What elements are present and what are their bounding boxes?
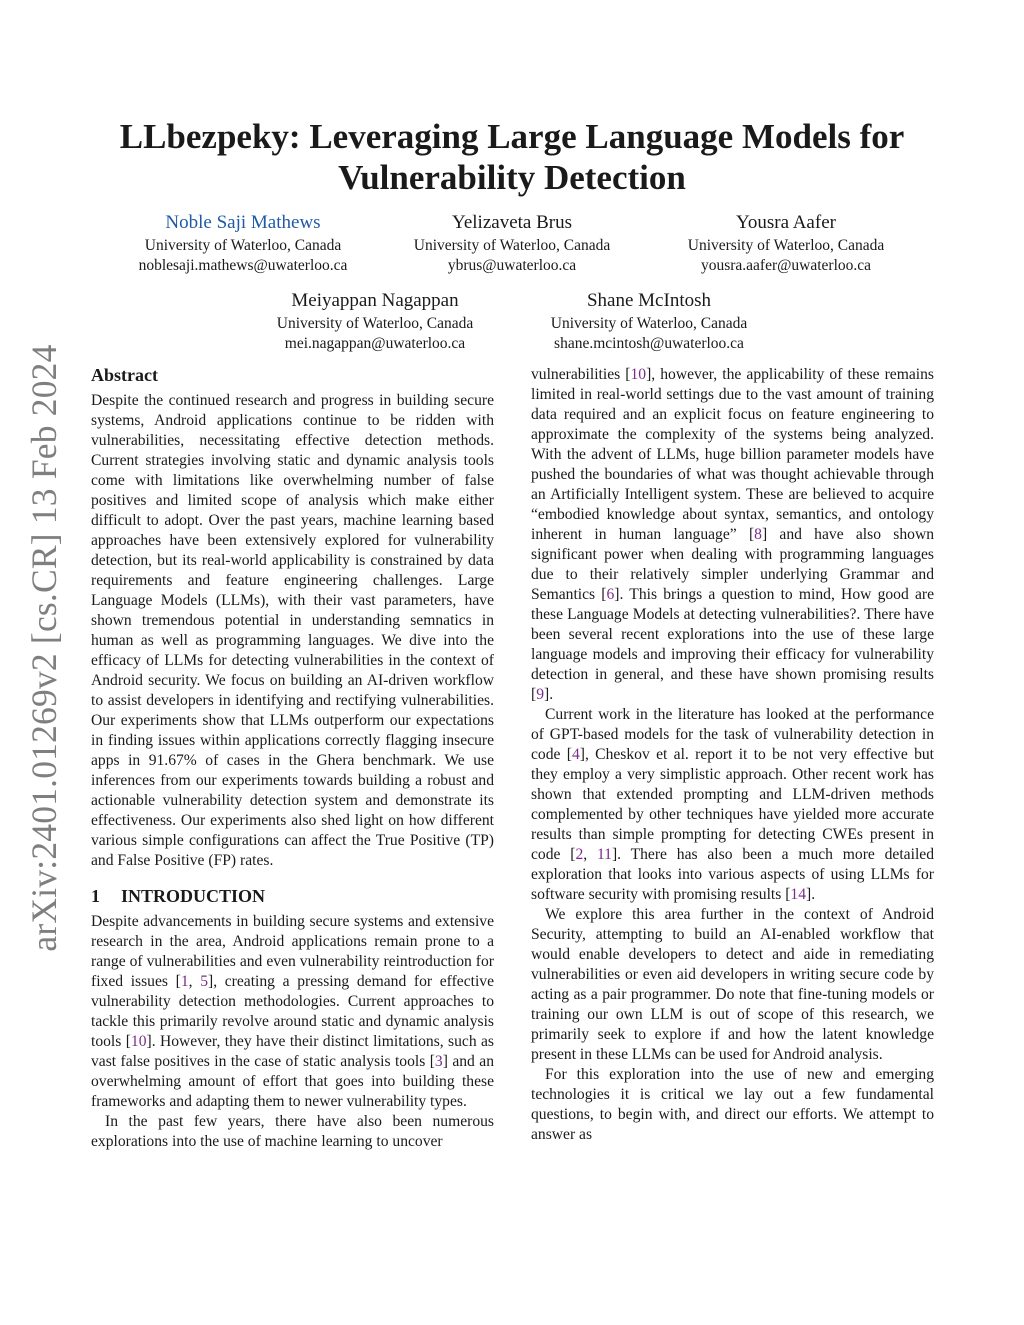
author-affiliation: University of Waterloo, Canada (687, 237, 885, 254)
section-number: 1 (91, 886, 100, 906)
citation-link[interactable]: 6 (606, 586, 615, 603)
left-column (91, 365, 494, 1152)
author-block (504, 288, 794, 353)
citation-link[interactable]: 14 (790, 886, 807, 903)
title-line-1: LLbezpeky: Leveraging Large Language Models for (119, 117, 905, 156)
author-name-link[interactable]: Noble Saji Mathews (165, 212, 321, 233)
abstract-text: Despite the continued research and progress in building secure systems, Android applications continue to be ridden with vulnerabilities, necessitating effective detection methods. Current strategies involving static and dynamic analysis tools come with limitations like overwhelming number of false positives and limited scope of analysis which make either difficult to adopt. Over the past years, machine learning based approaches have been extensively explored for vulnerability detection, but its real-world applicability is constrained by data requirements and feature engineering challenges. Large Language Models (LLMs), with their vast parameters, have shown tremendous potential in understanding semnatics in human as well as programming languages. We dive into the efficacy of LLMs for detecting vulnerabilities in the context of Android security. We focus on building an AI-driven workflow to assist developers in identifying and rectifying vulnerabilities. Our experiments show that LLMs outperform our expectations in finding issues within applications correctly flagging insecure apps in 91.67% of cases in the Ghera benchmark. We use inferences from our experiments towards building a robust and actionable vulnerability detection system and demonstrate its effectiveness. Our experiments also shed light on how different various simple configurations can affect the True Positive (TP) and False Positive (FP) rates. (91, 392, 494, 869)
author-email: ybrus@uwaterloo.ca (447, 256, 577, 274)
intro-paragraph-1: Despite advancements in building secure systems and extensive research in the area, Android applications remain prone to a range of vulnerabilities and even vulnerability reintroduction for fixed issues [1, 5], creating a pressing demand for effective vulnerability detection methodologies. Current approaches to tackle this primarily revolve around static and dynamic analysis tools [10]. However, they have their distinct limitations, such as vast false positives in the case of static analysis tools [3] and an overwhelming amount of effort that goes into building these frameworks and adapting them to newer vulnerability types. (91, 913, 495, 1110)
arxiv-identifier: arXiv:2401.01269v2 [cs.CR] 13 Feb 2024 (24, 344, 64, 952)
citation-link[interactable]: 5 (200, 973, 208, 990)
author-affiliation: University of Waterloo, Canada (276, 315, 474, 332)
right-paragraph-4: For this exploration into the use of new and emerging technologies it is critical we lay out a few fundamental questions, to begin with, and direct our efforts. We attempt to answer as (531, 1066, 934, 1143)
author-email: mei.nagappan@uwaterloo.ca (284, 334, 466, 352)
abstract-heading: Abstract (91, 365, 158, 385)
author-name: Meiyappan Nagappan (291, 290, 459, 311)
author-affiliation: University of Waterloo, Canada (550, 315, 748, 332)
citation-link[interactable]: 3 (434, 1053, 443, 1070)
author-email: noblesaji.mathews@uwaterloo.ca (138, 256, 348, 274)
citation-link[interactable]: 10 (630, 366, 647, 383)
author-block (367, 210, 657, 275)
author-block (230, 288, 520, 353)
section-heading-introduction (91, 886, 494, 906)
title-line-2: Vulnerability Detection (338, 158, 686, 197)
right-paragraph-2: Current work in the literature has looked at the performance of GPT-based models for the task of vulnerability detection in code [4], Cheskov et al. report it to be not very effective but they employ a very simplistic approach. Other recent work has shown that extended prompting and LLM-driven methods complemented by other techniques have yielded more accurate results than simple prompting for detecting CWEs present in code [2, 11]. There has also been a much more detailed exploration that looks into various aspects of using LLMs for software security with promising results [14]. (531, 706, 935, 903)
citation-link[interactable]: 8 (754, 526, 762, 543)
paper-title (0, 116, 1024, 198)
citation-link[interactable]: 10 (130, 1033, 147, 1050)
citation-link[interactable]: 9 (536, 686, 544, 703)
citation-link[interactable]: 1 (180, 973, 189, 990)
citation-link[interactable]: 11 (596, 846, 612, 863)
author-name: Shane McIntosh (586, 290, 711, 311)
author-affiliation: University of Waterloo, Canada (413, 237, 611, 254)
intro-paragraph-2: In the past few years, there have also been numerous explorations into the use of machine learning to uncover (91, 1113, 494, 1150)
citation-link[interactable]: 2 (575, 846, 584, 863)
author-block (98, 210, 388, 275)
author-affiliation: University of Waterloo, Canada (144, 237, 342, 254)
author-name: Yousra Aafer (736, 212, 836, 233)
right-column (531, 365, 934, 1145)
author-email: shane.mcintosh@uwaterloo.ca (554, 334, 744, 352)
author-block (641, 210, 931, 275)
author-name: Yelizaveta Brus (452, 212, 572, 233)
citation-link[interactable]: 4 (571, 746, 580, 763)
author-email: yousra.aafer@uwaterloo.ca (700, 256, 872, 274)
right-paragraph-1: vulnerabilities [10], however, the applicability of these remains limited in real-world settings due to the vast amount of training data required and an explicit focus on feature engineering to approximate the complexity of the systems being analyzed. With the advent of LLMs, huge billion parameter models have pushed the boundaries of what was thought achievable through an Artificially Intelligent system. These are believed to acquire “embodied knowledge about syntax, semantics, and ontology inherent in human language” [8] and have also shown significant power when dealing with programming languages due to their relatively simpler underlying Grammar and Semantics [6]. This brings a question to mind, How good are these Language Models at detecting vulnerabilities?. There have been several recent explorations into the use of these large language models and improving their efficacy for vulnerability detection in general, and these have shown promising results [9]. (531, 366, 935, 703)
section-title: INTRODUCTION (121, 886, 266, 906)
right-paragraph-3: We explore this area further in the context of Android Security, attempting to build an AI-enabled workflow that would enable developers to detect and aide in remediating vulnerabilities or even aid developers in writing secure code by acting as a pair programmer. Do note that fine-tuning models or training our own LLM is out of scope of this research, we primarily seek to explore if and how the latent knowledge present in these LLMs can be used for Android analysis. (531, 906, 934, 1063)
